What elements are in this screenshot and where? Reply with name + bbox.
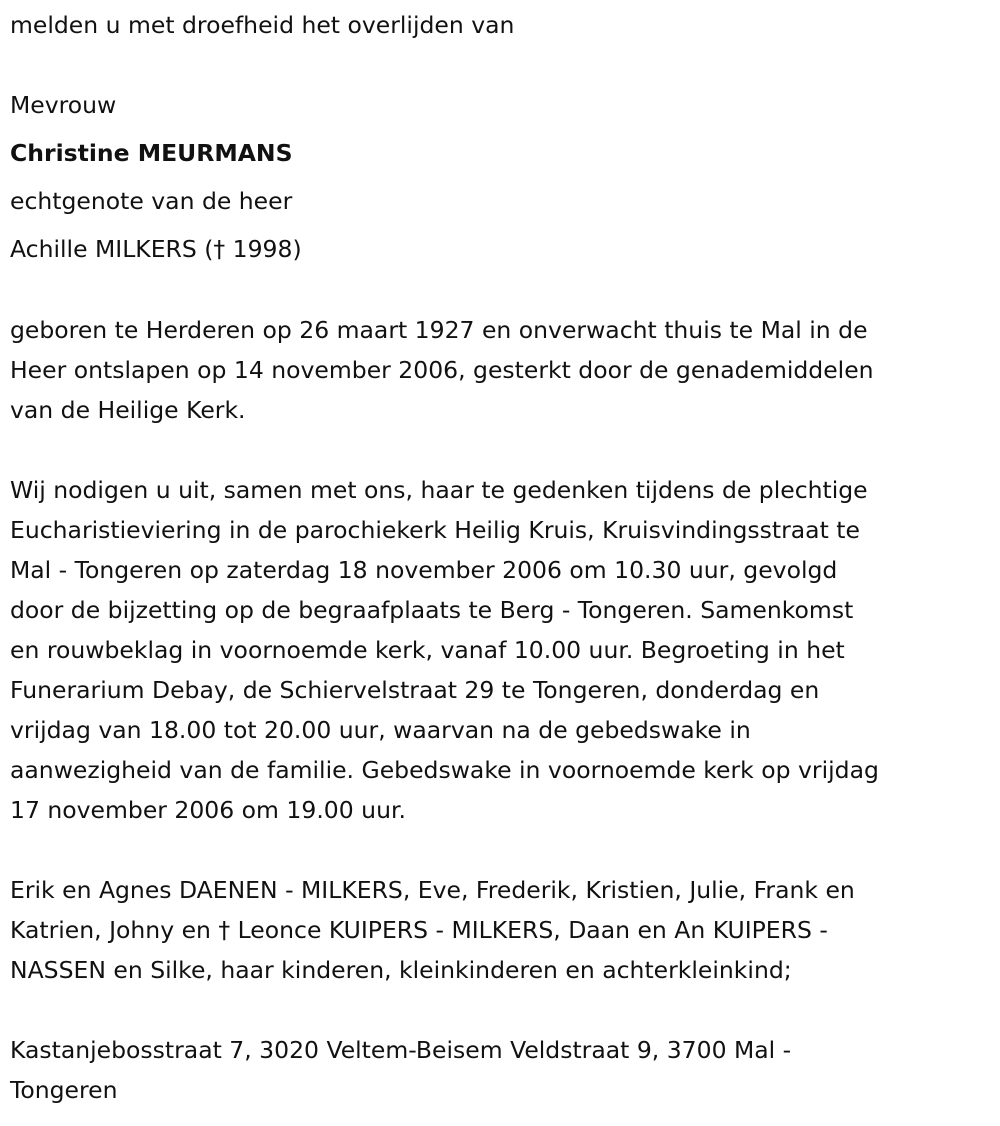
birth-death-paragraph [10,310,996,430]
text-line: Erik en Agnes DAENEN - MILKERS, Eve, Frederik, Kristien, Julie, Frank en [10,876,855,904]
text-line: Heer ontslapen op 14 november 2006, gesterkt door de genademiddelen [10,356,874,384]
text-line: Funerarium Debay, de Schiervelstraat 29 te Tongeren, donderdag en [10,676,820,704]
text-line: Mal - Tongeren op zaterdag 18 november 2006 om 10.30 uur, gevolgd [10,556,838,584]
text-line: Eucharistieviering in de parochiekerk Heilig Kruis, Kruisvindingsstraat te [10,516,860,544]
intro-text [10,5,996,45]
deceased-relation: echtgenote van de heer [10,187,293,215]
service-paragraph [10,470,996,830]
intro-line: melden u met droefheid het overlijden van [10,11,515,39]
family-paragraph [10,870,996,990]
text-line: vrijdag van 18.00 tot 20.00 uur, waarvan na de gebedswake in [10,716,751,744]
text-line: geboren te Herderen op 26 maart 1927 en onverwacht thuis te Mal in de [10,316,868,344]
text-line: 17 november 2006 om 19.00 uur. [10,796,406,824]
text-line: en rouwbeklag in voornoemde kerk, vanaf 10.00 uur. Begroeting in het [10,636,845,664]
deceased-name: Christine MEURMANS [10,139,293,167]
text-line: van de Heilige Kerk. [10,396,246,424]
text-line: Tongeren [10,1076,118,1104]
deceased-block [10,81,996,273]
text-line: Kastanjebosstraat 7, 3020 Veltem-Beisem Veldstraat 9, 3700 Mal - [10,1036,792,1064]
text-line: Wij nodigen u uit, samen met ons, haar te gedenken tijdens de plechtige [10,476,868,504]
deceased-title: Mevrouw [10,91,117,119]
text-line: NASSEN en Silke, haar kinderen, kleinkinderen en achterkleinkind; [10,956,792,984]
text-line: Katrien, Johny en † Leonce KUIPERS - MILKERS, Daan en An KUIPERS - [10,916,828,944]
text-line: door de bijzetting op de begraafplaats te Berg - Tongeren. Samenkomst [10,596,854,624]
addresses-paragraph [10,1030,996,1110]
text-line: aanwezigheid van de familie. Gebedswake in voornoemde kerk op vrijdag [10,756,879,784]
deceased-spouse: Achille MILKERS († 1998) [10,235,302,263]
